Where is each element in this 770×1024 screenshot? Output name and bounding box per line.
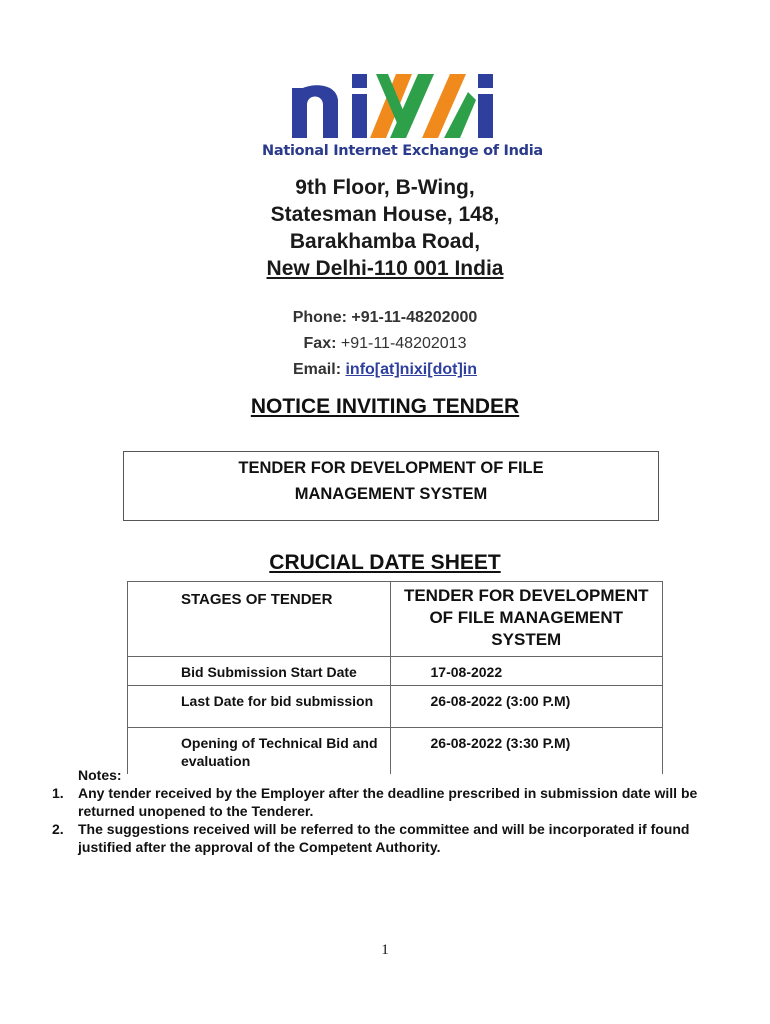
phone-label: Phone:: [292, 309, 347, 326]
table-row: [128, 686, 663, 728]
header-stage-cell: STAGES OF TENDER: [128, 582, 391, 657]
notes-list: [52, 784, 732, 856]
table-header-row: [128, 582, 663, 657]
address-line-3: Barakhamba Road,: [289, 230, 481, 253]
date-cell: 26-08-2022 (3:30 P.M): [390, 728, 662, 775]
note-item: [52, 784, 732, 820]
fax-label: Fax:: [303, 335, 337, 352]
email-line: [0, 357, 770, 383]
stage-cell: Opening of Technical Bid and evaluation: [128, 728, 391, 775]
date-cell: 26-08-2022 (3:00 P.M): [390, 686, 662, 728]
stage-cell: Last Date for bid submission: [128, 686, 391, 728]
fax-line: [0, 331, 770, 357]
date-cell: 17-08-2022: [390, 657, 662, 686]
page-number: 1: [381, 942, 389, 958]
tender-title-line-2: MANAGEMENT SYSTEM: [294, 485, 488, 503]
notice-title: NOTICE INVITING TENDER: [250, 395, 520, 418]
note-text: The suggestions received will be referred to the committee and will be incorporated if found justified after the approval of the Competent Authority.: [78, 821, 690, 855]
email-label: Email:: [293, 361, 342, 378]
address-line-2: Statesman House, 148,: [270, 203, 500, 226]
email-link[interactable]: info[at]nixi[dot]in: [345, 361, 477, 378]
notes-section: [52, 766, 732, 856]
note-number: 1.: [52, 785, 64, 801]
header-tender-cell: TENDER FOR DEVELOPMENT OF FILE MANAGEMENT SYSTEM: [390, 582, 662, 657]
crucial-date-sheet-title: CRUCIAL DATE SHEET: [269, 551, 501, 574]
address-line-4: New Delhi-110 001 India: [266, 257, 504, 280]
address-block: [0, 174, 770, 282]
note-text: Any tender received by the Employer after the deadline prescribed in submission date will be returned unopened to the Tenderer.: [78, 785, 698, 819]
note-item: [52, 820, 732, 856]
address-line-1: 9th Floor, B-Wing,: [295, 176, 475, 199]
table-row: [128, 657, 663, 686]
fax-value: +91-11-48202013: [340, 335, 467, 352]
tender-title-line-1: TENDER FOR DEVELOPMENT OF FILE: [238, 459, 544, 477]
notes-label: Notes:: [78, 767, 122, 783]
crucial-date-table: [127, 581, 663, 774]
phone-value: +91-11-48202000: [351, 309, 478, 326]
nixi-logo: [262, 70, 543, 165]
nixi-logo-mark: [262, 70, 534, 142]
stage-cell: Bid Submission Start Date: [128, 657, 391, 686]
logo-tagline: National Internet Exchange of India: [262, 143, 543, 159]
note-number: 2.: [52, 821, 64, 837]
contact-block: [0, 305, 770, 383]
tender-title-box: [123, 451, 659, 521]
phone-line: [0, 305, 770, 331]
